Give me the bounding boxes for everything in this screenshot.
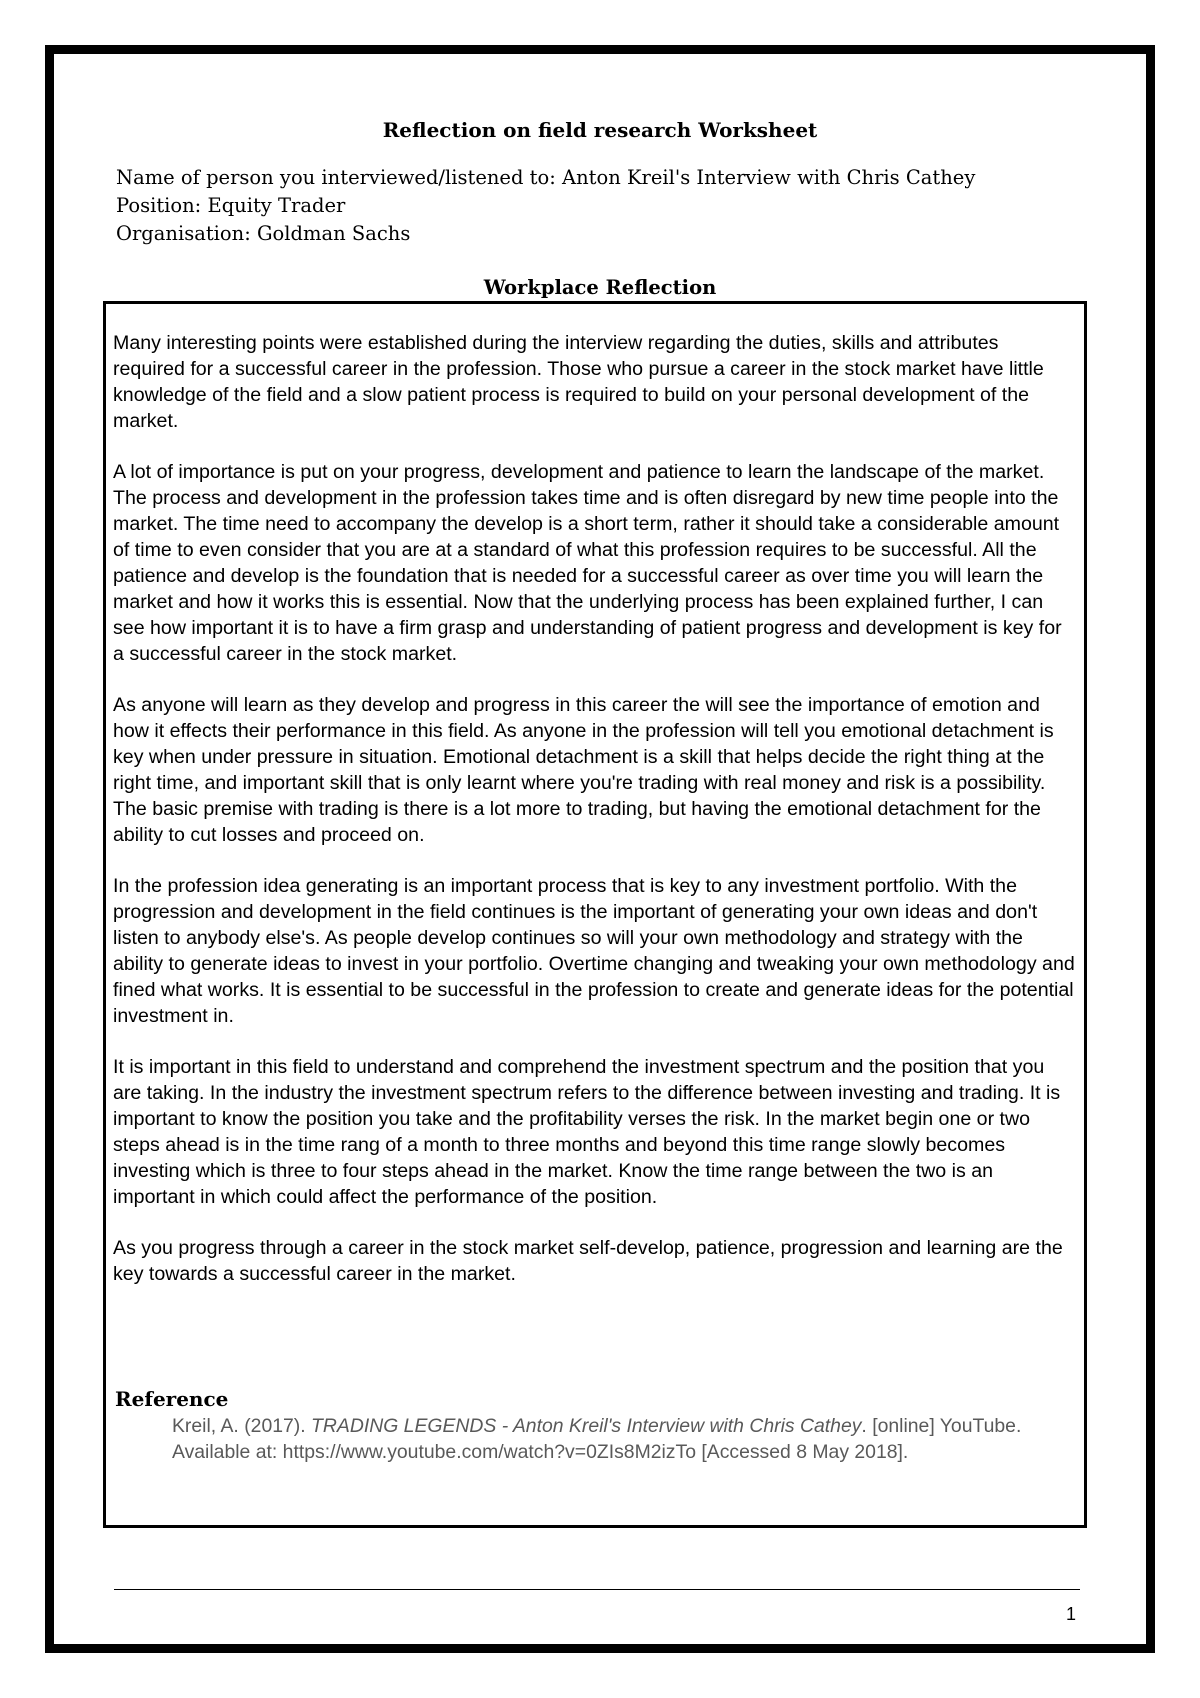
section-heading: Workplace Reflection [483, 276, 717, 299]
reflection-paragraph: As you progress through a career in the stock market self-develop, patience, progression and learning are the key towards a successful career in the market. [113, 1237, 1063, 1286]
reference-heading: Reference [115, 1387, 229, 1411]
document-title: Reflection on field research Worksheet [382, 118, 818, 142]
footer-rule [114, 1589, 1080, 1590]
reflection-paragraph: Many interesting points were established during the interview regarding the duties, skills and attributes required for a successful career in the profession. Those who pursue a career in the stock market have little knowledge of the field and a slow patient process is required to build on your personal development of the market. [113, 332, 1044, 432]
reference-details: . [online] YouTube. Available at: https://www.youtube.com/watch?v=0ZIs8M2izTo [Accessed 8 May 2018]. [172, 1415, 1022, 1463]
reference-entry [172, 1414, 1072, 1466]
reflection-paragraph: As anyone will learn as they develop and progress in this career the will see the importance of emotion and how it effects their performance in this field. As anyone in the profession will tell you emotional detachment is key when under pressure in situation. Emotional detachment is a skill that helps decide the right thing at the right time, and important skill that is only learnt where you're trading with real money and risk is a possibility. The basic premise with trading is there is a lot more to trading, but having the emotional detachment for the ability to cut losses and proceed on. [113, 694, 1054, 846]
position-line: Position: Equity Trader [116, 194, 346, 217]
reference-title: TRADING LEGENDS - Anton Kreil's Interview with Chris Cathey [311, 1415, 862, 1437]
reflection-paragraph: It is important in this field to understand and comprehend the investment spectrum and the position that you are taking. In the industry the investment spectrum refers to the difference between investing and trading. It is important to know the position you take and the profitability verses the risk. In the market begin one or two steps ahead is in the time rang of a month to three months and beyond this time range slowly becomes investing which is three to four steps ahead in the market. Know the time range between the two is an important in which could affect the performance of the position. [113, 1056, 1061, 1208]
organisation-line: Organisation: Goldman Sachs [116, 222, 411, 245]
page-number: 1 [1066, 1604, 1077, 1624]
reflection-paragraph: In the profession idea generating is an important process that is key to any investment portfolio. With the progression and development in the field continues is the important of generating your own ideas and don't listen to anybody else's. As people develop continues so will your own methodology and strategy with the ability to generate ideas to invest in your portfolio. Overtime changing and tweaking your own methodology and fined what works. It is essential to be successful in the profession to create and generate ideas for the potential investment in. [113, 875, 1075, 1027]
interviewee-name-line: Name of person you interviewed/listened to: Anton Kreil's Interview with Chris Cathey [116, 166, 976, 189]
interview-info [116, 164, 975, 248]
reflection-paragraph: A lot of importance is put on your progress, development and patience to learn the landscape of the market. The process and development in the profession takes time and is often disregard by new time people into the market. The time need to accompany the develop is a short term, rather it should take a considerable amount of time to even consider that you are at a standard of what this profession requires to be successful. All the patience and develop is the foundation that is needed for a successful career as over time you will learn the market and how it works this is essential. Now that the underlying process has been explained further, I can see how important it is to have a firm grasp and understanding of patient progress and development is key for a successful career in the stock market. [113, 461, 1062, 665]
reference-author-year: Kreil, A. (2017). [172, 1415, 312, 1437]
reflection-body [113, 331, 1075, 1314]
